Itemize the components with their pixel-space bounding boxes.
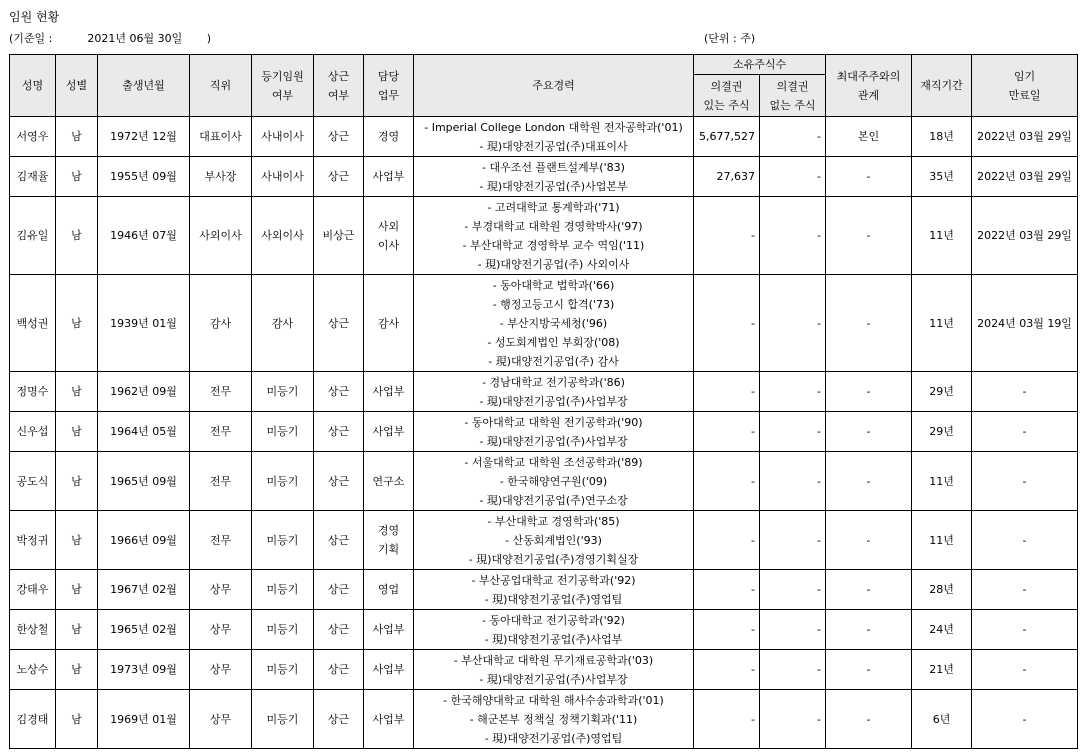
position-cell: 대표이사 [190, 117, 252, 157]
tenure-cell: 24년 [912, 610, 972, 650]
gender-cell: 남 [56, 412, 98, 452]
header-duty [364, 55, 414, 117]
fulltime-cell: 상근 [314, 117, 364, 157]
header-fulltime-line2: 여부 [327, 88, 350, 102]
position-cell: 감사 [190, 275, 252, 372]
table-row [10, 452, 1078, 511]
career-line: - 부산지방국세청('96) [499, 316, 608, 330]
relation-cell: - [826, 610, 912, 650]
duty-cell [364, 570, 414, 610]
gender-cell: 남 [56, 650, 98, 690]
duty-line: 사업부 [372, 663, 405, 676]
registered-cell: 미등기 [252, 570, 314, 610]
name-cell: 강태우 [10, 570, 56, 610]
header-voting-line1: 의결권 [710, 79, 743, 93]
registered-cell: 미등기 [252, 650, 314, 690]
duty-cell [364, 197, 414, 275]
duty-line: 감사 [377, 316, 400, 330]
registered-cell: 미등기 [252, 690, 314, 749]
gender-cell: 남 [56, 157, 98, 197]
birth-cell: 1946년 07월 [98, 197, 190, 275]
name-cell: 신우섭 [10, 412, 56, 452]
duty-line: 기획 [377, 543, 400, 556]
career-line: - 부산공업대학교 전기공학과('92) [471, 573, 636, 587]
career-line: - 現)대양전기공업(주)경영기획실장 [468, 552, 639, 566]
table-row [10, 511, 1078, 570]
fulltime-cell: 상근 [314, 650, 364, 690]
nonvoting-shares-cell: - [760, 650, 826, 690]
career-line: - 해군본부 정책실 정책기획과('11) [469, 712, 638, 726]
voting-shares-cell: - [694, 452, 760, 511]
nonvoting-shares-cell: - [760, 157, 826, 197]
header-voting-shares [694, 75, 760, 117]
nonvoting-shares-cell: - [760, 117, 826, 157]
duty-cell [364, 610, 414, 650]
career-line: - 부산대학교 대학원 무기재료공학과('03) [453, 653, 654, 667]
career-line: - 경남대학교 전기공학과('86) [482, 375, 625, 389]
gender-cell: 남 [56, 690, 98, 749]
voting-shares-cell: - [694, 412, 760, 452]
term-cell: 2022년 03월 29일 [972, 157, 1078, 197]
header-term [972, 55, 1078, 117]
table-row [10, 570, 1078, 610]
career-line: - 現)대양전기공업(주) 감사 [488, 354, 619, 368]
term-cell: - [972, 372, 1078, 412]
duty-cell [364, 650, 414, 690]
duty-line: 경영 [377, 524, 400, 537]
term-cell: 2024년 03월 19일 [972, 275, 1078, 372]
header-fulltime [314, 55, 364, 117]
voting-shares-cell: - [694, 690, 760, 749]
name-cell: 공도식 [10, 452, 56, 511]
header-relation-line1: 최대주주와의 [836, 69, 901, 83]
career-cell [414, 650, 694, 690]
duty-cell [364, 452, 414, 511]
career-line: - 성도회계법인 부회장('08) [487, 335, 620, 349]
career-line: - 동아대학교 전기공학과('92) [482, 613, 625, 627]
header-career: 주요경력 [414, 55, 694, 117]
fulltime-cell: 상근 [314, 157, 364, 197]
tenure-cell: 11년 [912, 197, 972, 275]
birth-cell: 1966년 09월 [98, 511, 190, 570]
header-registered-line2: 여부 [271, 88, 294, 102]
registered-cell: 사내이사 [252, 157, 314, 197]
term-cell: 2022년 03월 29일 [972, 117, 1078, 157]
position-cell: 상무 [190, 570, 252, 610]
birth-cell: 1972년 12월 [98, 117, 190, 157]
voting-shares-cell: - [694, 511, 760, 570]
executives-table [9, 54, 1078, 749]
position-cell: 상무 [190, 650, 252, 690]
relation-cell: 본인 [826, 117, 912, 157]
career-line: - 서울대학교 대학원 조선공학과('89) [464, 455, 643, 469]
header-shares-group: 소유주식수 [694, 55, 826, 75]
header-tenure: 재직기간 [912, 55, 972, 117]
position-cell: 부사장 [190, 157, 252, 197]
term-cell: 2022년 03월 29일 [972, 197, 1078, 275]
position-cell: 사외이사 [190, 197, 252, 275]
registered-cell: 사외이사 [252, 197, 314, 275]
nonvoting-shares-cell: - [760, 570, 826, 610]
basis-date: 2021년 06월 30일 [87, 32, 183, 45]
table-row [10, 117, 1078, 157]
duty-cell [364, 275, 414, 372]
fulltime-cell: 상근 [314, 690, 364, 749]
name-cell: 한상철 [10, 610, 56, 650]
career-line: - 행정고등고시 합격('73) [492, 297, 615, 311]
position-cell: 전무 [190, 372, 252, 412]
tenure-cell: 11년 [912, 275, 972, 372]
header-duty-line2: 업무 [377, 88, 400, 102]
voting-shares-cell: 27,637 [694, 157, 760, 197]
position-cell: 상무 [190, 690, 252, 749]
nonvoting-shares-cell: - [760, 412, 826, 452]
career-cell [414, 452, 694, 511]
header-registered-line1: 등기임원 [261, 69, 304, 83]
nonvoting-shares-cell: - [760, 511, 826, 570]
tenure-cell: 35년 [912, 157, 972, 197]
header-voting-line2: 있는 주식 [703, 98, 750, 112]
relation-cell: - [826, 452, 912, 511]
duty-line: 사업부 [372, 623, 405, 636]
name-cell: 박정귀 [10, 511, 56, 570]
duty-line: 경영 [377, 130, 400, 143]
fulltime-cell: 상근 [314, 372, 364, 412]
career-line: - 산동회계법인('93) [505, 533, 602, 547]
table-row [10, 412, 1078, 452]
career-line: - 現)대양전기공업(주)사업부장 [479, 434, 628, 448]
career-cell [414, 412, 694, 452]
duty-line: 사업부 [372, 170, 405, 183]
duty-cell [364, 690, 414, 749]
name-cell: 김유일 [10, 197, 56, 275]
header-relation [826, 55, 912, 117]
career-cell [414, 197, 694, 275]
voting-shares-cell: - [694, 197, 760, 275]
voting-shares-cell: - [694, 650, 760, 690]
career-line: - 부경대학교 대학원 경영학박사('97) [464, 219, 643, 233]
tenure-cell: 11년 [912, 511, 972, 570]
header-gender: 성별 [56, 55, 98, 117]
relation-cell: - [826, 650, 912, 690]
career-line: - 동아대학교 대학원 전기공학과('90) [464, 415, 643, 429]
birth-cell: 1962년 09월 [98, 372, 190, 412]
header-relation-line2: 관계 [857, 88, 880, 102]
header-nonvoting-line1: 의결권 [776, 79, 809, 93]
relation-cell: - [826, 197, 912, 275]
tenure-cell: 29년 [912, 412, 972, 452]
table-row [10, 197, 1078, 275]
career-line: - 現)대양전기공업(주)영업팀 [484, 731, 623, 745]
term-cell: - [972, 610, 1078, 650]
birth-cell: 1967년 02월 [98, 570, 190, 610]
gender-cell: 남 [56, 117, 98, 157]
relation-cell: - [826, 690, 912, 749]
position-cell: 전무 [190, 511, 252, 570]
career-line: - 現)대양전기공업(주)사업본부 [479, 179, 628, 193]
duty-cell [364, 117, 414, 157]
nonvoting-shares-cell: - [760, 197, 826, 275]
voting-shares-cell: - [694, 275, 760, 372]
position-cell: 전무 [190, 412, 252, 452]
career-line: - 現)대양전기공업(주)연구소장 [479, 493, 628, 507]
birth-cell: 1965년 02월 [98, 610, 190, 650]
fulltime-cell: 상근 [314, 511, 364, 570]
duty-cell [364, 412, 414, 452]
tenure-cell: 18년 [912, 117, 972, 157]
fulltime-cell: 상근 [314, 412, 364, 452]
duty-line: 사외 [377, 219, 400, 233]
fulltime-cell: 상근 [314, 570, 364, 610]
duty-line: 사업부 [372, 425, 405, 438]
nonvoting-shares-cell: - [760, 275, 826, 372]
relation-cell: - [826, 372, 912, 412]
term-cell: - [972, 452, 1078, 511]
fulltime-cell: 비상근 [314, 197, 364, 275]
tenure-cell: 21년 [912, 650, 972, 690]
header-birth: 출생년월 [98, 55, 190, 117]
birth-cell: 1969년 01월 [98, 690, 190, 749]
unit-label: (단위 : 주) [704, 32, 756, 45]
header-term-line1: 임기 [1013, 69, 1036, 83]
gender-cell: 남 [56, 452, 98, 511]
fulltime-cell: 상근 [314, 610, 364, 650]
registered-cell: 미등기 [252, 372, 314, 412]
voting-shares-cell: - [694, 610, 760, 650]
birth-cell: 1973년 09월 [98, 650, 190, 690]
table-row [10, 275, 1078, 372]
header-name: 성명 [10, 55, 56, 117]
career-line: - 동아대학교 법학과('66) [492, 278, 615, 292]
gender-cell: 남 [56, 610, 98, 650]
nonvoting-shares-cell: - [760, 452, 826, 511]
gender-cell: 남 [56, 570, 98, 610]
career-line: - 한국해양연구원('09) [499, 474, 608, 488]
position-cell: 전무 [190, 452, 252, 511]
fulltime-cell: 상근 [314, 275, 364, 372]
table-row [10, 157, 1078, 197]
header-position: 직위 [190, 55, 252, 117]
name-cell: 정명수 [10, 372, 56, 412]
relation-cell: - [826, 511, 912, 570]
term-cell: - [972, 511, 1078, 570]
birth-cell: 1965년 09월 [98, 452, 190, 511]
table-row [10, 610, 1078, 650]
tenure-cell: 28년 [912, 570, 972, 610]
registered-cell: 사내이사 [252, 117, 314, 157]
career-cell [414, 511, 694, 570]
relation-cell: - [826, 275, 912, 372]
fulltime-cell: 상근 [314, 452, 364, 511]
career-cell [414, 275, 694, 372]
position-cell: 상무 [190, 610, 252, 650]
name-cell: 노상수 [10, 650, 56, 690]
duty-cell [364, 511, 414, 570]
tenure-cell: 29년 [912, 372, 972, 412]
gender-cell: 남 [56, 372, 98, 412]
duty-line: 사업부 [372, 385, 405, 398]
gender-cell: 남 [56, 197, 98, 275]
relation-cell: - [826, 157, 912, 197]
duty-cell [364, 157, 414, 197]
header-nonvoting-shares [760, 75, 826, 117]
registered-cell: 미등기 [252, 452, 314, 511]
gender-cell: 남 [56, 511, 98, 570]
name-cell: 백성권 [10, 275, 56, 372]
header-registered [252, 55, 314, 117]
career-cell [414, 117, 694, 157]
header-term-line2: 만료일 [1008, 88, 1041, 102]
duty-cell [364, 372, 414, 412]
career-cell [414, 610, 694, 650]
tenure-cell: 6년 [912, 690, 972, 749]
basis-close: ) [206, 32, 211, 45]
registered-cell: 미등기 [252, 610, 314, 650]
table-row [10, 690, 1078, 749]
registered-cell: 미등기 [252, 511, 314, 570]
name-cell: 김경태 [10, 690, 56, 749]
name-cell: 서영우 [10, 117, 56, 157]
career-cell [414, 690, 694, 749]
birth-cell: 1964년 05월 [98, 412, 190, 452]
career-cell [414, 372, 694, 412]
table-row [10, 372, 1078, 412]
nonvoting-shares-cell: - [760, 610, 826, 650]
career-line: - 現)대양전기공업(주)영업팀 [484, 592, 623, 606]
career-line: - Imperial College London 대학원 전자공학과('01) [424, 120, 683, 134]
nonvoting-shares-cell: - [760, 690, 826, 749]
career-cell [414, 157, 694, 197]
career-line: - 現)대양전기공업(주)사업부 [484, 632, 623, 646]
registered-cell: 감사 [252, 275, 314, 372]
gender-cell: 남 [56, 275, 98, 372]
term-cell: - [972, 412, 1078, 452]
duty-line: 사업부 [372, 712, 405, 726]
duty-line: 이사 [377, 238, 400, 252]
voting-shares-cell: 5,677,527 [694, 117, 760, 157]
header-fulltime-line1: 상근 [327, 69, 350, 83]
career-line: - 한국해양대학교 대학원 해사수송과학과('01) [443, 693, 664, 707]
term-cell: - [972, 650, 1078, 690]
career-line: - 現)대양전기공업(주)사업부장 [479, 394, 628, 408]
registered-cell: 미등기 [252, 412, 314, 452]
term-cell: - [972, 570, 1078, 610]
table-header [10, 55, 1078, 117]
relation-cell: - [826, 570, 912, 610]
name-cell: 김재율 [10, 157, 56, 197]
relation-cell: - [826, 412, 912, 452]
tenure-cell: 11년 [912, 452, 972, 511]
career-line: - 現)대양전기공업(주)사업부장 [479, 672, 628, 686]
career-line: - 부산대학교 경영학부 교수 역임('11) [462, 238, 645, 252]
birth-cell: 1955년 09월 [98, 157, 190, 197]
career-line: - 現)대양전기공업(주) 사외이사 [477, 257, 630, 271]
voting-shares-cell: - [694, 570, 760, 610]
header-nonvoting-line2: 없는 주식 [769, 98, 816, 112]
table-row [10, 650, 1078, 690]
header-duty-line1: 담당 [377, 69, 400, 83]
career-line: - 現)대양전기공업(주)대표이사 [479, 139, 628, 153]
table-body [10, 117, 1078, 749]
career-cell [414, 570, 694, 610]
page-title: 임원 현황 [9, 10, 60, 24]
duty-line: 연구소 [372, 474, 405, 488]
career-line: - 부산대학교 경영학과('85) [487, 514, 620, 528]
basis-date-line [9, 30, 211, 46]
basis-label: (기준일 : [9, 32, 53, 45]
career-line: - 대우조선 플랜트설계부('83) [482, 160, 625, 174]
nonvoting-shares-cell: - [760, 372, 826, 412]
voting-shares-cell: - [694, 372, 760, 412]
career-line: - 고려대학교 통계학과('71) [487, 200, 620, 214]
birth-cell: 1939년 01월 [98, 275, 190, 372]
term-cell: - [972, 690, 1078, 749]
duty-line: 영업 [377, 583, 400, 596]
